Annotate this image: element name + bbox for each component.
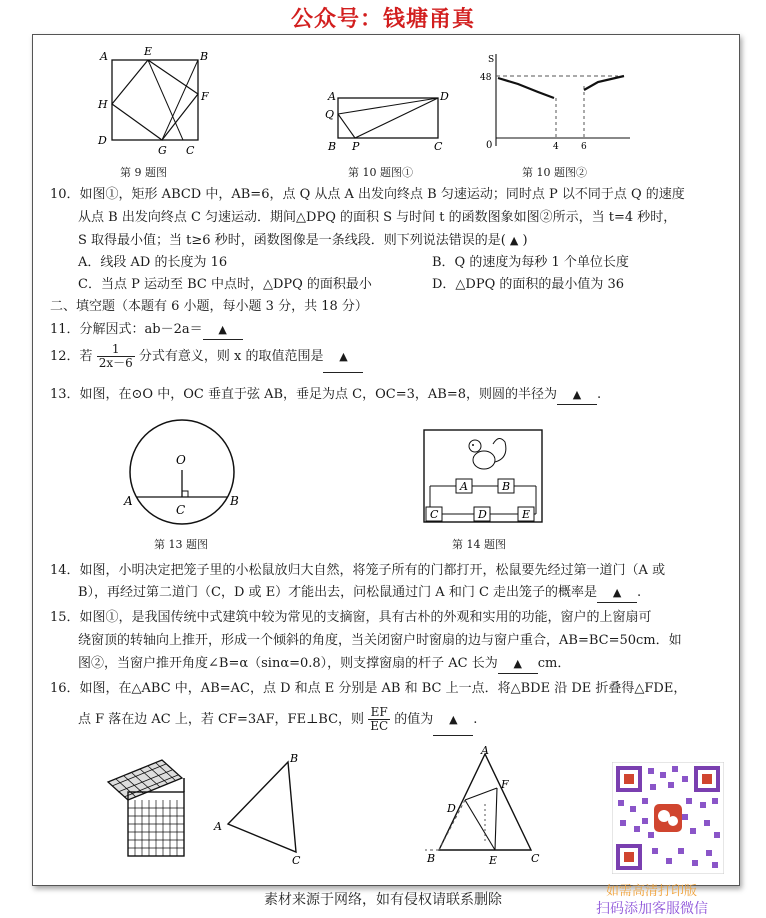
fig10b-label-4: 4	[553, 142, 559, 152]
fig9-label-a: A	[100, 50, 108, 63]
fig14-door-e: E	[522, 508, 531, 521]
q14-blank	[597, 584, 637, 603]
q16-line-1: 16．如图，在△ABC 中，AB=AC，点 D 和点 E 分别是 AB 和 BC 上一点．将△BDE 沿 DE 折叠得△FDE，	[50, 681, 687, 696]
q11	[50, 321, 243, 340]
q10-line-1: 10．如图①，矩形 ABCD 中，AB=6，点 Q 从点 A 出发向终点 B 匀速运动；同时点 P 以不同于点 Q 的速度	[50, 187, 685, 202]
q10-option-b: B．Q 的速度为每秒 1 个单位长度	[432, 255, 629, 270]
tri3-label-a: A	[481, 744, 489, 757]
figure-10-1	[320, 86, 450, 156]
q16-fraction	[368, 706, 390, 733]
tri2-label-a: A	[214, 820, 222, 833]
q12-blank	[323, 342, 363, 373]
q14-line-2: B），再经过第二道门（C，D 或 E）才能出去，问松鼠通过门 A 和门 C 走出笼子的概率是 ▲ .	[78, 584, 641, 603]
q10-line-2: 从点 B 出发向终点 C 匀速运动．期间△DPQ 的面积 S 与时间 t 的函数图象如图②所示，当 t=4 秒时，	[78, 210, 677, 225]
fig10b-label-s: S	[488, 55, 495, 65]
fig9-label-e: E	[144, 45, 153, 58]
fig10b-label-origin: 0	[486, 140, 493, 151]
section-2-heading: 二、填空题（本题有 6 小题，每小题 3 分，共 18 分）	[50, 299, 368, 314]
figure-triangle-abc	[210, 752, 310, 864]
q12-fraction	[97, 343, 135, 370]
fig10a-caption: 第 10 题图①	[348, 166, 413, 179]
fig10a-label-d: D	[440, 90, 449, 103]
figure-16	[425, 744, 550, 868]
q10-answer-mark: ▲	[509, 234, 519, 247]
fig10b-label-48: 48	[480, 73, 492, 83]
top-banner: 公众号：钱塘甬真	[290, 7, 475, 32]
q10-option-d: D．△DPQ 的面积的最小值为 36	[432, 277, 625, 292]
fig9-label-b: B	[200, 50, 209, 63]
q13-text: 13．如图，在⊙O 中，OC 垂直于弦 AB，垂足为点 C，OC=3，AB=8，则圆的半径为	[50, 387, 557, 402]
q14-text: B），再经过第二道门（C，D 或 E）才能出去，问松鼠通过门 A 和门 C 走出笼子的概率是	[78, 585, 598, 600]
q12-prefix: 12．若	[50, 349, 93, 364]
q13: 13．如图，在⊙O 中，OC 垂直于弦 AB，垂足为点 C，OC=3，AB=8，则圆的半径为 ▲ .	[50, 386, 601, 405]
window-illustration	[100, 752, 195, 864]
tri3-label-d: D	[447, 802, 456, 815]
fig10a-label-c: C	[434, 140, 443, 153]
q15-text: 图②，当窗户推开角度∠B=α（sinα=0.8），则支撑窗扇的杆子 AC 长为	[78, 656, 498, 671]
q14-line-1: 14．如图，小明决定把笼子里的小松鼠放归大自然，将笼子所有的门都打开，松鼠要先经过第一道门（A 或	[50, 563, 666, 578]
q13-answer-mark: ▲	[572, 388, 582, 401]
tri3-label-e: E	[489, 854, 498, 867]
q16-answer-mark: ▲	[449, 713, 458, 726]
q15-answer-mark: ▲	[513, 657, 522, 670]
fig14-door-b: B	[502, 480, 511, 493]
fig14-door-a: A	[460, 480, 468, 493]
q13-blank	[557, 386, 597, 405]
fig10a-label-q: Q	[325, 108, 335, 121]
q15-blank	[498, 655, 538, 674]
watermark-line-2: 扫码添加客服微信	[596, 901, 708, 917]
q11-text: 11．分解因式：ab－2a＝	[50, 322, 203, 337]
fig14-caption: 第 14 题图	[452, 538, 506, 551]
qr-code-icon[interactable]	[612, 762, 724, 874]
fig13-label-a: A	[124, 494, 133, 508]
q15-line-2: 绕窗顶的转轴向上推开，形成一个倾斜的角度，当关闭窗户时窗扇的边与窗户重合，AB=BC=50cm．如	[78, 633, 682, 648]
q15-unit: cm．	[537, 656, 571, 671]
tri2-label-c: C	[292, 854, 301, 864]
figure-9	[90, 44, 220, 159]
q12-suffix: 分式有意义，则 x 的取值范围是	[138, 349, 324, 364]
fig14-door-d: D	[478, 508, 487, 521]
q12	[50, 342, 363, 373]
fig10b-caption: 第 10 题图②	[522, 166, 587, 179]
q16-line-2: 点 F 落在边 AC 上，若 CF=3AF，FE⊥BC，则 $\frac{EF}{EC}$ 的值为 ▲ .	[78, 705, 477, 736]
q10-stem-end: S 取得最小值；当 t≥6 秒时，函数图像是一条线段．则下列说法错误的是(	[78, 233, 506, 248]
fig13-caption: 第 13 题图	[154, 538, 208, 551]
tri2-label-b: B	[290, 752, 299, 765]
fig9-label-f: F	[201, 90, 209, 103]
q11-answer-mark: ▲	[218, 323, 227, 336]
tri3-label-f: F	[501, 778, 509, 791]
q12-answer-mark: ▲	[339, 350, 348, 363]
q10-line-3	[78, 232, 528, 250]
figure-14	[418, 426, 548, 526]
fig13-label-b: B	[230, 494, 239, 508]
fig9-label-h: H	[98, 98, 108, 111]
q16-denominator: EC	[370, 719, 389, 733]
fig13-label-c: C	[176, 503, 186, 517]
fig9-label-d: D	[98, 134, 107, 147]
figure-10-2	[478, 50, 638, 160]
fig9-label-g: G	[158, 144, 167, 157]
q10-paren-close: )	[522, 233, 528, 248]
watermark-line-1: 如需高清打印版	[606, 884, 698, 899]
q16-suffix: 的值为	[394, 712, 434, 727]
q16-text: 点 F 落在边 AC 上，若 CF=3AF，FE⊥BC，则	[78, 712, 365, 727]
tri3-label-c: C	[531, 852, 540, 865]
q12-denominator: 2x－6	[98, 356, 133, 370]
fig10a-label-b: B	[328, 140, 337, 153]
footer-note: 素材来源于网络，如有侵权请联系删除	[264, 892, 502, 908]
fig14-door-c: C	[430, 508, 439, 521]
fig10a-label-p: P	[352, 140, 360, 153]
q16-numerator: EF	[368, 706, 390, 720]
fig13-label-o: O	[176, 453, 186, 467]
tri3-label-b: B	[427, 852, 436, 865]
squirrel-icon	[469, 438, 506, 469]
fig9-label-c: C	[186, 144, 195, 157]
q11-blank	[203, 321, 243, 340]
q15-line-1: 15．如图①，是我国传统中式建筑中较为常见的支摘窗，具有古朴的外观和实用的功能，窗户的上窗扇可	[50, 610, 652, 625]
fig10b-label-6: 6	[581, 142, 587, 152]
q14-answer-mark: ▲	[612, 586, 622, 599]
figure-13	[118, 412, 248, 530]
q15-line-3	[78, 655, 570, 674]
q12-numerator: 1	[97, 343, 135, 357]
fig10a-label-a: A	[328, 90, 336, 103]
fig9-caption: 第 9 题图	[120, 166, 167, 179]
q16-blank	[433, 705, 473, 736]
q10-option-c: C．当点 P 运动至 BC 中点时，△DPQ 的面积最小	[78, 277, 372, 292]
q10-option-a: A．线段 AD 的长度为 16	[78, 255, 228, 270]
